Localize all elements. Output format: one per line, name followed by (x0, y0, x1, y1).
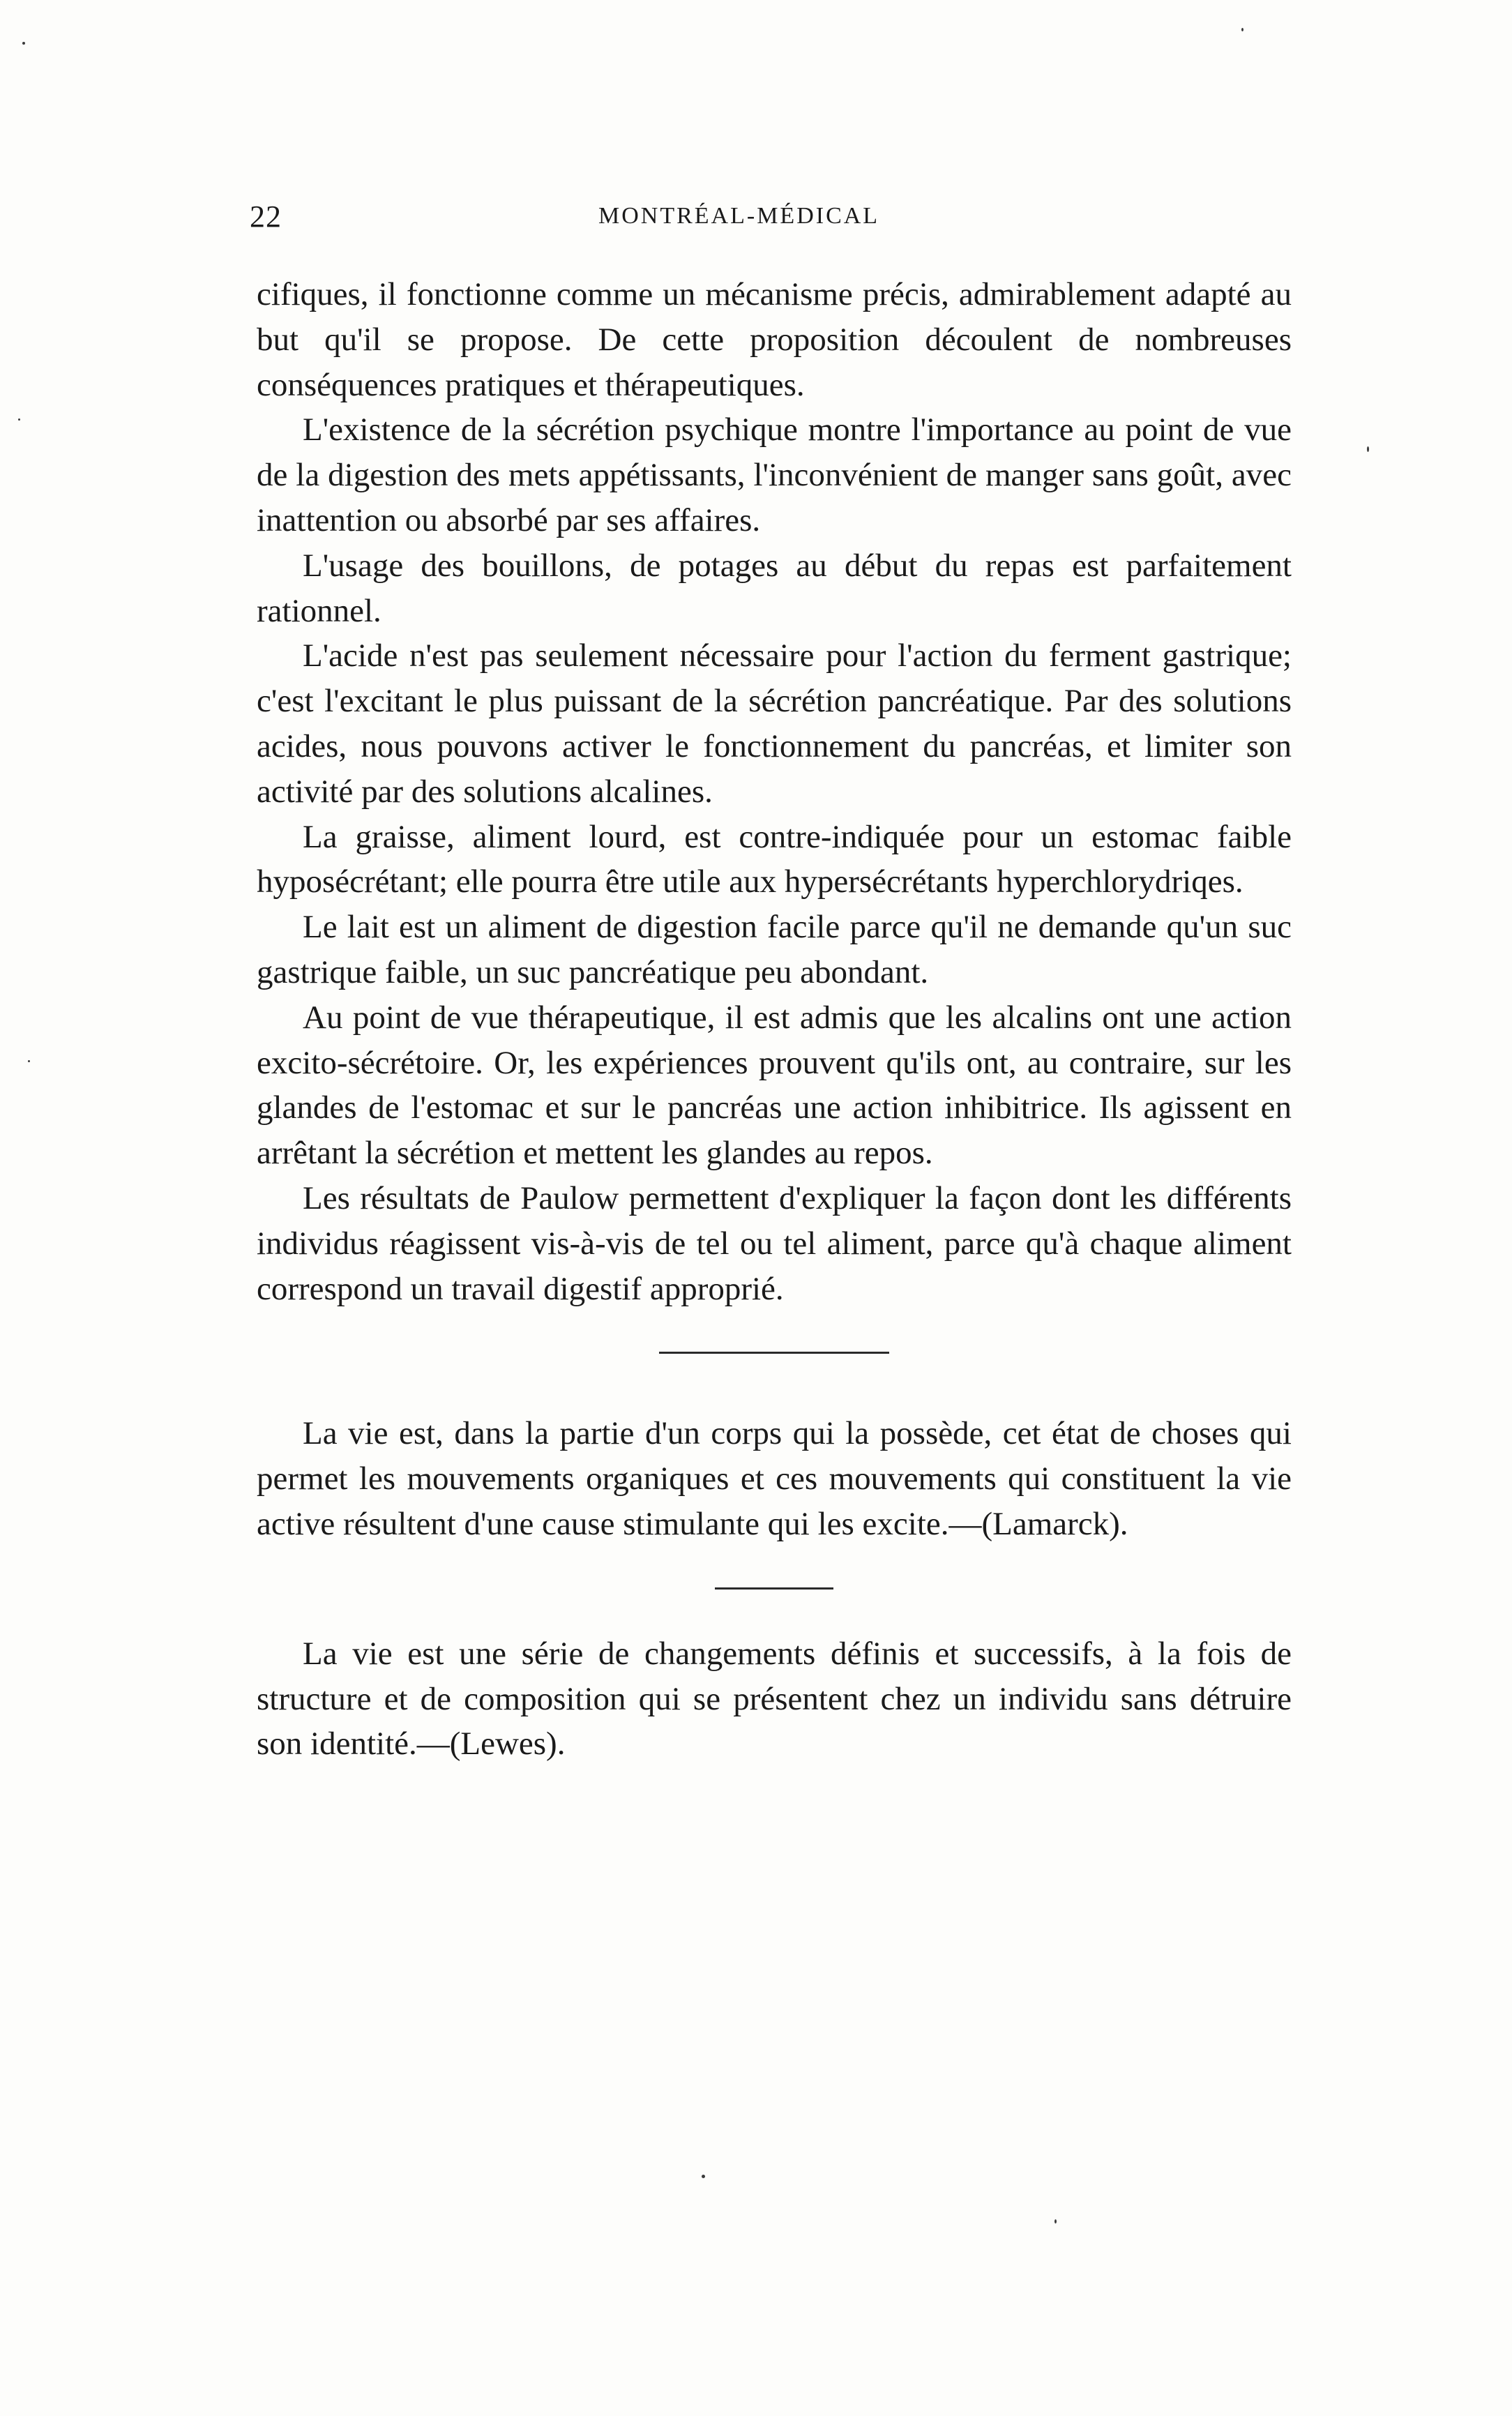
paragraph: L'acide n'est pas seulement nécessaire pour l'action du ferment gastrique; c'est l'excitant le plus puissant de la sécrétion pancréatique. Par des solutions acides, nous pouvons activer le fonctionnement du pancréas, et limiter son activité par des solutions alcalines. (257, 637, 1292, 810)
scan-speck (1367, 446, 1369, 452)
quote-lamarck: La vie est, dans la partie d'un corps qui la possède, cet état de choses qui permet les mouvements organiques et ces mouvements qui constituent la vie active résultent d'une cause stimulante qui les excite.—(Lamarck). (257, 1415, 1292, 1542)
scan-speck (22, 42, 25, 45)
section-divider (715, 1587, 833, 1590)
running-head (250, 199, 1296, 241)
journal-title: MONTRÉAL-MÉDICAL (598, 203, 880, 229)
quote-lewes: La vie est une série de changements définis et successifs, à la fois de structure et de composition qui se présentent chez un individu sans détruire son identité.—(Lewes). (257, 1635, 1292, 1762)
paragraph: La graisse, aliment lourd, est contre-indiquée pour un estomac faible hyposécrétant; elle pourra être utile aux hypersécrétants hyperchlorydriqes. (257, 818, 1292, 900)
scan-speck (18, 418, 20, 421)
paragraph: Le lait est un aliment de digestion facile parce qu'il ne demande qu'un suc gastrique faible, un suc pancréatique peu abondant. (257, 909, 1292, 990)
scan-speck (702, 2175, 705, 2178)
paragraph: Au point de vue thérapeutique, il est admis que les alcalins ont une action excito-sécrétoire. Or, les expériences prouvent qu'ils ont, au contraire, sur les glandes de l'estomac et sur le pancréas une action inhibitrice. Ils agissent en arrêtant la sécrétion et mettent les glandes au repos. (257, 999, 1292, 1172)
page-number: 22 (250, 199, 282, 234)
paragraph: L'usage des bouillons, de potages au début du repas est parfaitement rationnel. (257, 547, 1292, 629)
section-divider (659, 1352, 889, 1354)
scan-speck (28, 1060, 30, 1062)
paragraph: L'existence de la sécrétion psychique montre l'importance au point de vue de la digestion des mets appétissants, l'inconvénient de manger sans goût, avec inattention ou absorbé par ses affaires. (257, 412, 1292, 538)
article-body (257, 272, 1292, 1767)
scan-speck (1241, 28, 1243, 31)
paragraph: Les résultats de Paulow permettent d'expliquer la façon dont les différents individus réagissent vis-à-vis de tel ou tel aliment, parce qu'à chaque aliment correspond un travail digestif approprié. (257, 1179, 1292, 1307)
paragraph: cifiques, il fonctionne comme un mécanisme précis, admirablement adapté au but qu'il se propose. De cette proposition découlent de nombreuses conséquences pratiques et thérapeutiques. (257, 276, 1292, 403)
scan-speck (1054, 2219, 1057, 2224)
